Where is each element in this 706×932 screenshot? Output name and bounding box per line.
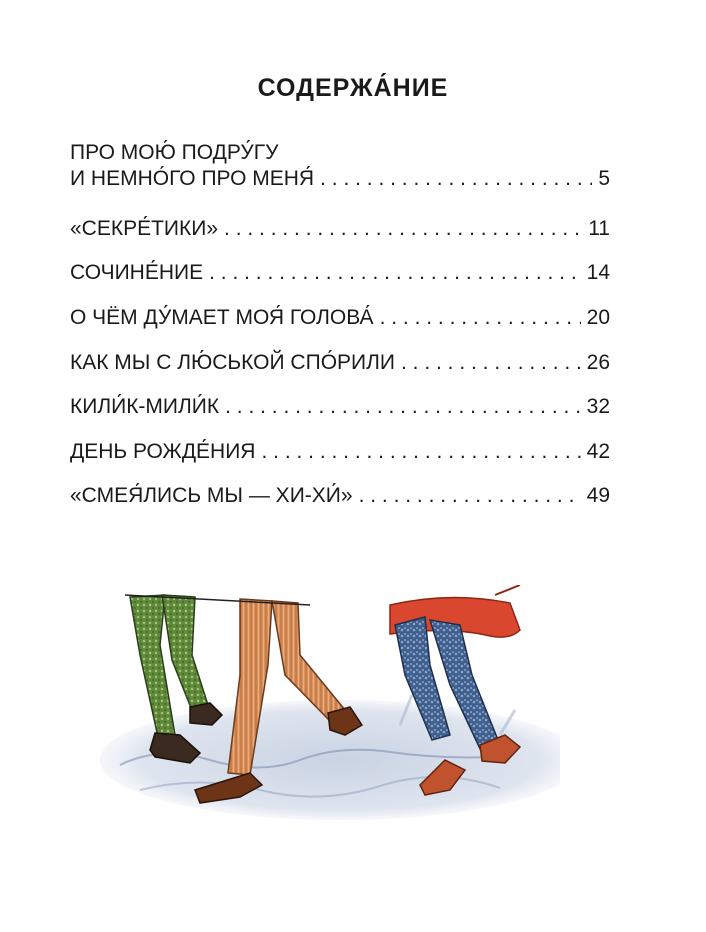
- dot-leader: [224, 216, 582, 242]
- toc-entry-title: СОЧИНЕ́НИЕ: [70, 261, 204, 284]
- dot-leader: [320, 166, 592, 192]
- toc-entry-title: КИЛИ́К-МИЛИ́К: [70, 395, 220, 418]
- toc-entry-title: «СМЕЯ́ЛИСЬ МЫ — ХИ-ХИ́»: [70, 484, 353, 507]
- toc-entry[interactable]: [70, 394, 610, 420]
- dot-leader: [225, 394, 581, 420]
- toc-entry[interactable]: [70, 439, 610, 465]
- toc-entry[interactable]: [70, 216, 610, 242]
- toc-entry-title: «СЕКРЕ́ТИКИ»: [70, 217, 219, 240]
- dot-leader: [401, 350, 581, 376]
- toc-page-number: 49: [586, 484, 610, 507]
- dot-leader: [359, 483, 581, 509]
- toc-page-number: 11: [588, 217, 610, 240]
- toc-entry-title-line1: ПРО МОЮ́ ПОДРУ́ГУ: [70, 141, 279, 164]
- toc-entry[interactable]: [70, 260, 610, 286]
- toc-entry[interactable]: [70, 140, 610, 192]
- walking-legs-illustration: [100, 585, 560, 825]
- dot-leader: [380, 305, 581, 331]
- toc-page-number: 5: [598, 167, 610, 190]
- toc-page-number: 32: [586, 395, 610, 418]
- toc-entry-title: О ЧЁМ ДУ́МАЕТ МОЯ́ ГОЛОВА́: [70, 306, 374, 329]
- contents-heading: СОДЕРЖА́НИЕ: [257, 74, 449, 102]
- toc-entry-title: КАК МЫ С ЛЮ́СЬКОЙ СПО́РИЛИ: [70, 351, 395, 374]
- toc-page-number: 26: [586, 351, 610, 374]
- dot-leader: [261, 439, 580, 465]
- toc-entry[interactable]: [70, 350, 610, 376]
- dot-leader: [209, 260, 581, 286]
- toc-entry[interactable]: [70, 305, 610, 331]
- toc-entry-title: И НЕМНО́ГО ПРО МЕНЯ́: [70, 167, 315, 190]
- toc-entry-title: ДЕНЬ РОЖДЕ́НИЯ: [70, 440, 256, 463]
- toc-page-number: 14: [586, 261, 610, 284]
- toc-entry[interactable]: [70, 483, 610, 509]
- toc-page-number: 20: [586, 306, 610, 329]
- toc-page-number: 42: [586, 440, 610, 463]
